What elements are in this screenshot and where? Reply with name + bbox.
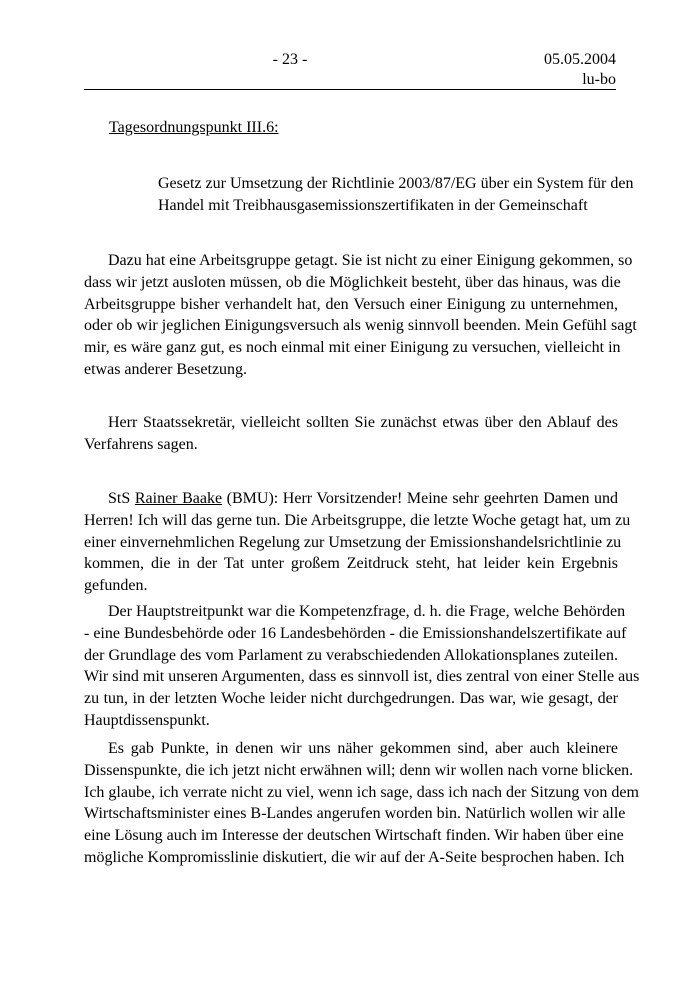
chair-paragraph-1 (84, 250, 637, 381)
chair-paragraph-2 (84, 412, 618, 456)
text-line: Dissenspunkte, die ich jetzt nicht erwähnen will; denn wir wollen nach vorne blicken. (84, 761, 634, 779)
text-line: Arbeitsgruppe bisher verhandelt hat, den Versuch einer Einigung zu unternehmen, (84, 295, 618, 313)
agenda-item-heading: Tagesordnungspunkt III.6: (109, 119, 279, 136)
text-line: etwas anderer Besetzung. (84, 360, 248, 378)
text-line: gefunden. (84, 577, 148, 595)
speaker-name: Rainer Baake (134, 490, 223, 507)
text-line: Dazu hat eine Arbeitsgruppe getagt. Sie ist nicht zu einer Einigung gekommen, so (108, 252, 633, 269)
text-line: - eine Bundesbehörde oder 16 Landesbehörden - die Emissionshandelszertifikate auf (84, 624, 627, 642)
text-line: eine Lösung auch im Interesse der deutschen Wirtschaft finden. Wir haben über eine (84, 827, 624, 845)
text-line: oder ob wir jeglichen Einigungsversuch als wenig sinnvoll beenden. Mein Gefühl sagt (84, 317, 637, 335)
text-line: Wir sind mit unseren Argumenten, dass es sinnvoll ist, dies zentral von einer Stelle aus (84, 668, 640, 686)
text-line: Es gab Punkte, in denen wir uns näher gekommen sind, aber auch kleinere (108, 740, 618, 757)
text-line: Hauptdissenspunkt. (84, 711, 210, 729)
text-line: Verfahrens sagen. (84, 435, 198, 453)
text-line: Wirtschaftsminister eines B-Landes angerufen worden bin. Natürlich wollen wir alle (84, 805, 626, 823)
speaker-intro-line (84, 488, 618, 510)
agenda-topic (158, 173, 634, 217)
text-line: der Grundlage des vom Parlament zu verabschiedenden Allokationsplanes zuteilen. (84, 646, 618, 664)
text-line: Ich glaube, ich verrate nicht zu viel, wenn ich sage, dass ich nach der Sitzung von dem (84, 783, 639, 801)
text-line: Herren! Ich will das gerne tun. Die Arbeitsgruppe, die letzte Woche getagt hat, um zu (84, 511, 631, 529)
text-line: zu tun, in der letzten Woche leider nicht durchgedrungen. Das war, wie gesagt, der (84, 690, 618, 708)
header-meta (544, 50, 616, 90)
agenda-topic-line: Gesetz zur Umsetzung der Richtlinie 2003/87/EG über ein System für den (158, 175, 634, 192)
text-line: mir, es wäre ganz gut, es noch einmal mit einer Einigung zu versuchen, vielleicht in (84, 339, 621, 357)
speaker-paragraph-1 (84, 488, 631, 597)
header-initials: lu-bo (582, 71, 616, 88)
text-line: einer einvernehmlichen Regelung zur Umsetzung der Emissionshandelsrichtlinie zu (84, 533, 622, 551)
text-line: dass wir jetzt ausloten müssen, ob die Möglichkeit besteht, über das hinaus, was die (84, 273, 621, 291)
text-line: kommen, die in der Tat unter großem Zeitdruck steht, hat leider kein Ergebnis (84, 555, 618, 573)
text-line: Der Hauptstreitpunkt war die Kompetenzfrage, d. h. die Frage, welche Behörden (108, 603, 626, 620)
page-number: - 23 - (272, 51, 308, 68)
speaker-paragraph-2 (84, 601, 640, 732)
agenda-topic-line: Handel mit Treibhausgasemissionszertifikaten in der Gemeinschaft (158, 197, 588, 214)
text-line: Herr Staatssekretär, vielleicht sollten Sie zunächst etwas über den Ablauf des (108, 414, 618, 431)
speaker-paragraph-3 (84, 738, 639, 869)
header-date: 05.05.2004 (544, 51, 616, 68)
speaker-title: StS (108, 490, 131, 507)
text-line: (BMU): Herr Vorsitzender! Meine sehr geehrten Damen und (226, 490, 619, 507)
header-rule (84, 89, 616, 90)
text-line: mögliche Kompromisslinie diskutiert, die wir auf der A-Seite besprochen haben. Ich (84, 848, 625, 866)
